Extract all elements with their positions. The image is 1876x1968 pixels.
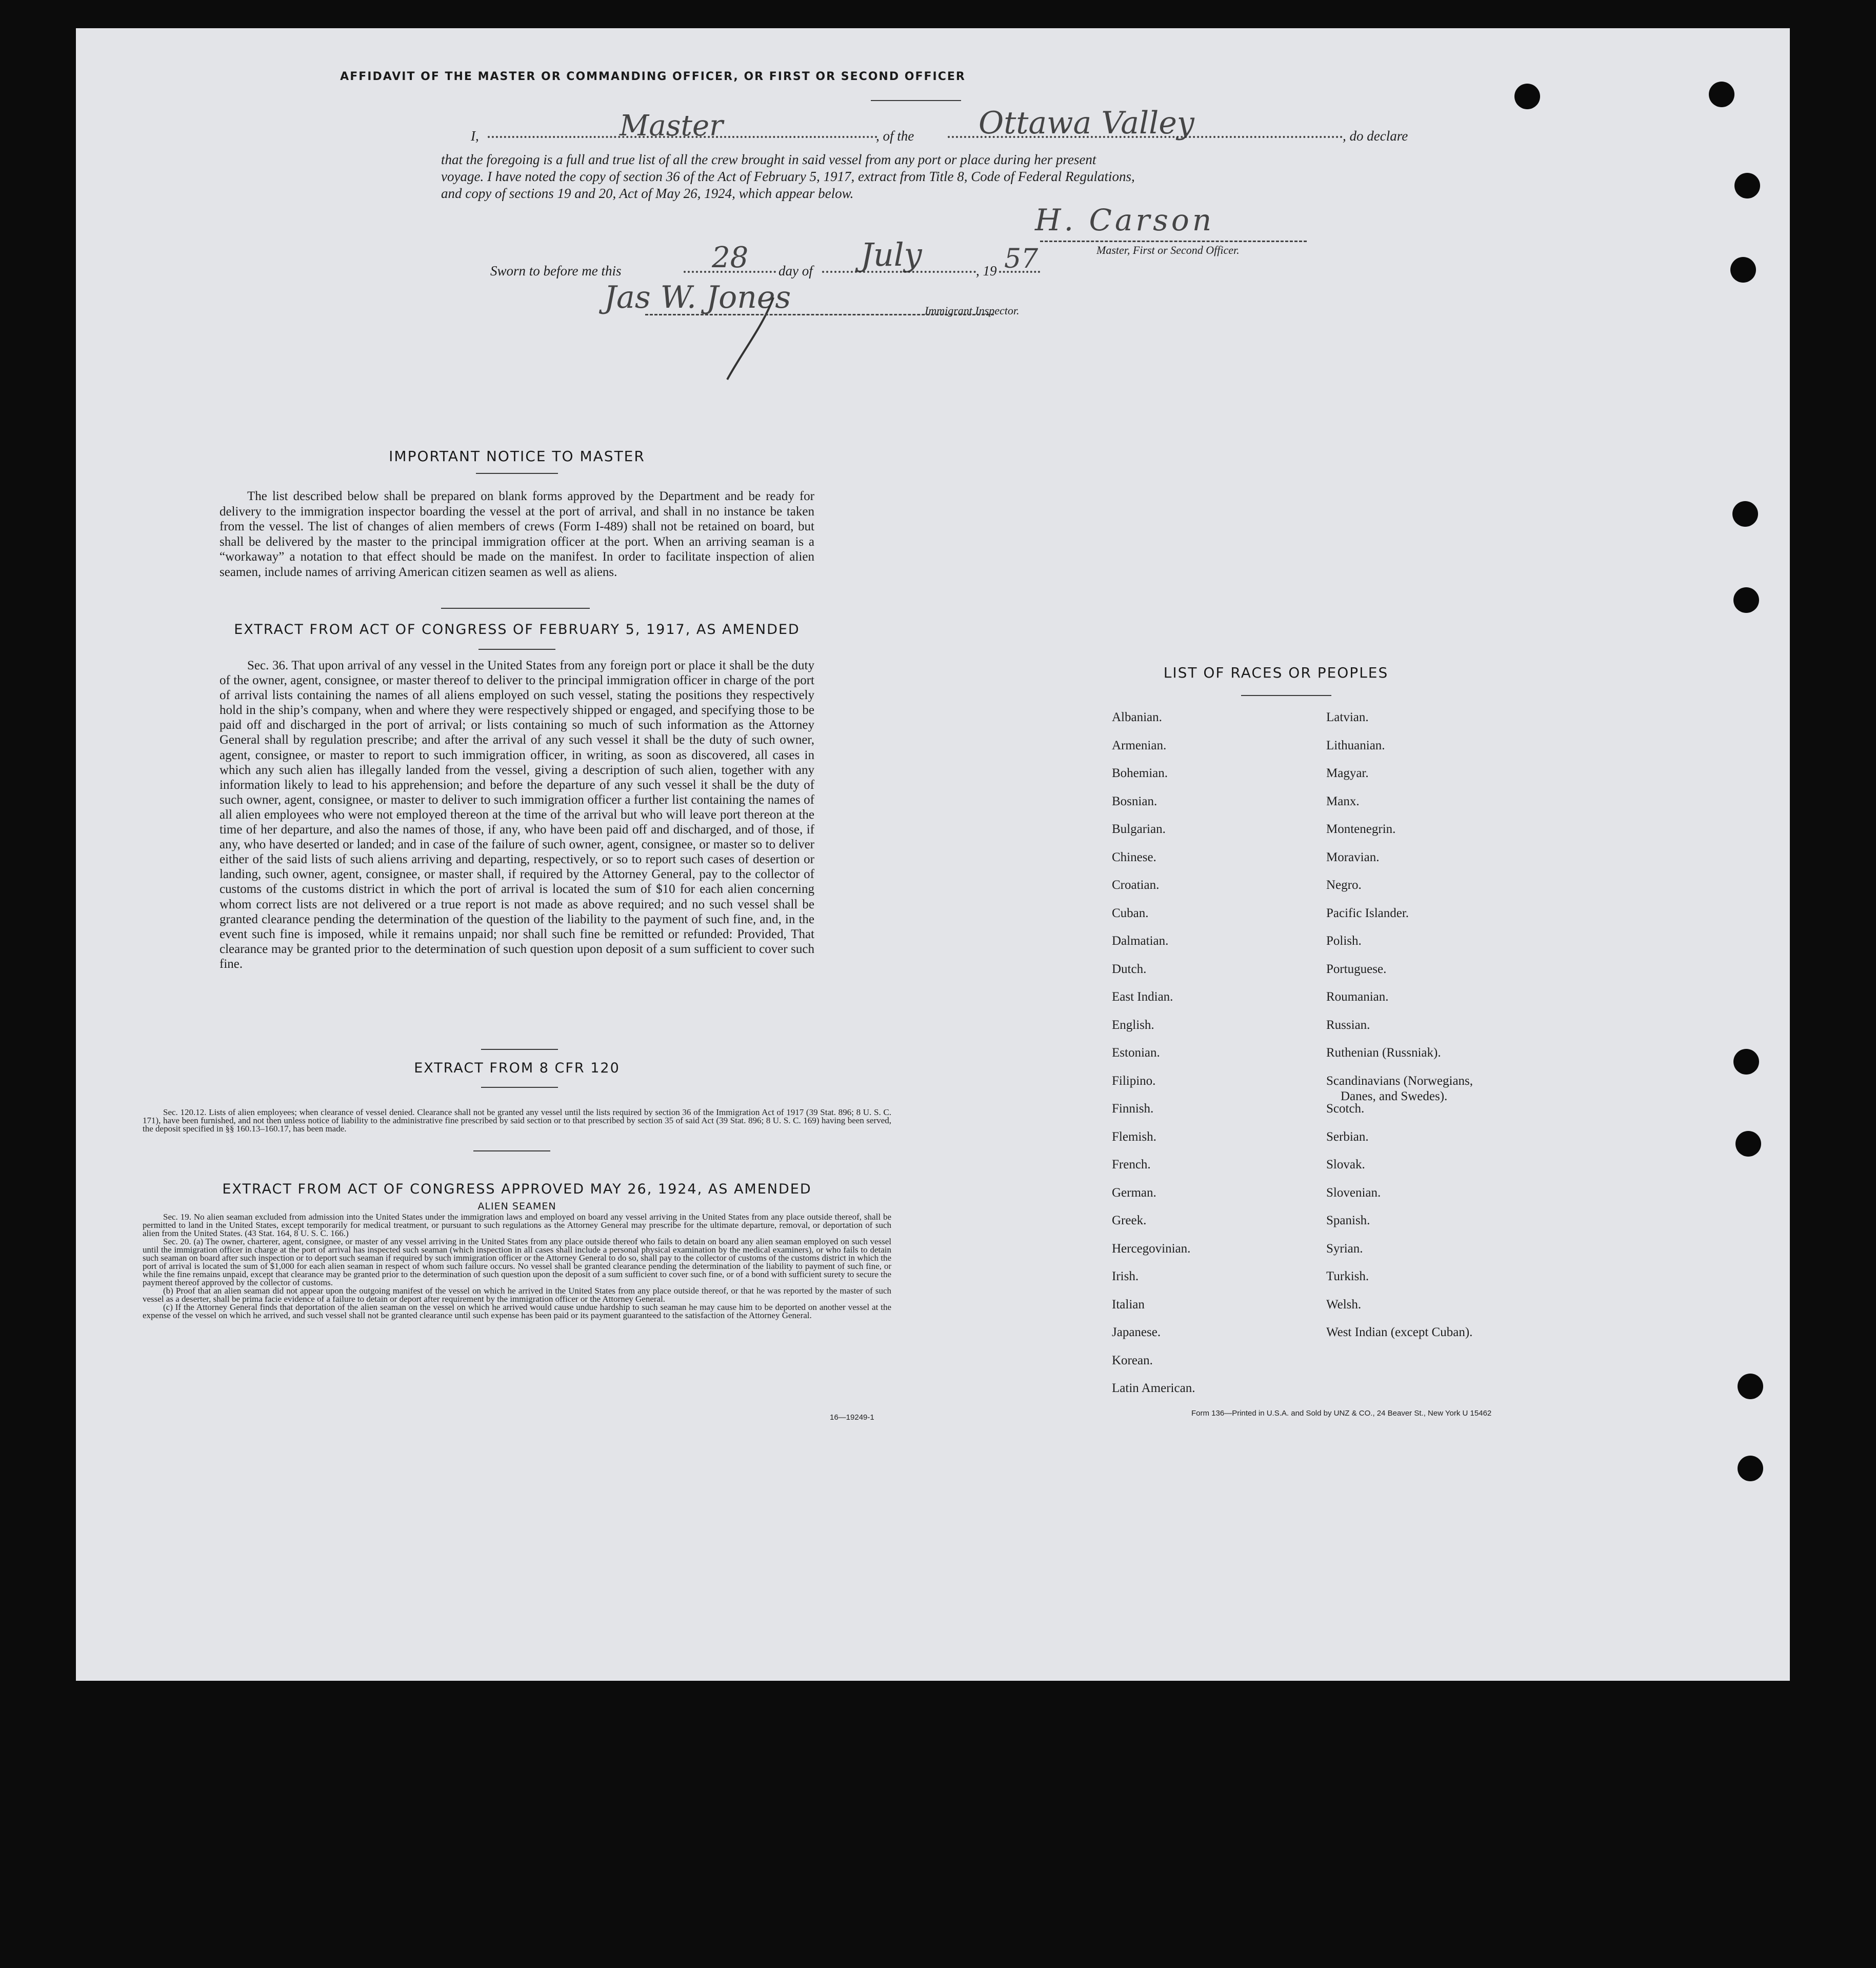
race-item: Filipino. <box>1112 1074 1156 1088</box>
extract-1924-title: EXTRACT FROM ACT OF CONGRESS APPROVED MAY 26, 1924, AS AMENDED <box>222 1181 812 1197</box>
race-item: East Indian. <box>1112 990 1173 1004</box>
title-rule <box>871 100 961 101</box>
race-item: Albanian. <box>1112 710 1162 724</box>
race-item: Armenian. <box>1112 738 1167 752</box>
binder-hole <box>1514 84 1540 109</box>
binder-hole <box>1733 587 1759 613</box>
extract-1924-body <box>143 1213 891 1320</box>
extract-1917-end-rule <box>481 1049 558 1050</box>
race-item: Estonian. <box>1112 1046 1160 1060</box>
master-label: Master, First or Second Officer. <box>1096 244 1240 256</box>
race-item: Bosnian. <box>1112 794 1157 808</box>
affidavit-line-1: that the foregoing is a full and true list of all the crew brought in said vessel from any port or place during her present <box>441 152 1096 167</box>
race-item: Korean. <box>1112 1353 1153 1367</box>
race-item: Russian. <box>1326 1018 1370 1032</box>
race-item: Ruthenian (Russniak). <box>1326 1046 1441 1060</box>
form-code: 16—19249-1 <box>830 1413 874 1422</box>
month-handwriting: July <box>861 236 922 273</box>
binder-hole <box>1734 173 1760 198</box>
of-the-label: , of the <box>876 128 914 144</box>
sec-19-paragraph: Sec. 19. No alien seaman excluded from admission into the United States under the immigration laws and employed on board any vessel arriving in the United States from any place outside thereof, shall be permitted to land in the United States, except temporarily for medical treatment, or pursuant to such regulations as the Attorney General may prescribe for the ultimate departure, removal, or deportation of such alien from the United States. (43 Stat. 164, 8 U. S. C. 166.) <box>143 1212 891 1238</box>
race-item: Pacific Islander. <box>1326 906 1409 920</box>
notice-rule <box>476 473 558 474</box>
race-item: Flemish. <box>1112 1129 1156 1144</box>
race-item: Polish. <box>1326 934 1362 948</box>
sec-20a-paragraph: Sec. 20. (a) The owner, charterer, agent, consignee, or master of any vessel arriving in the United States from any place outside thereof who fails to detain on board any alien seaman employed on such vessel until the immigration officer in charge at the port of arrival has inspected such seaman (which inspection in all cases shall include a personal physical examination by the medical examiners), or who fails to detain such seaman on board after such inspection or to deport such seaman if required by such immigration officer or the Attorney General to do so, shall pay to the collector of customs of the customs district in which the port of arrival is located the sum of $1,000 for each alien seaman in respect of whom such failure occurs. No vessel shall be granted clearance pending the determination of the liability to payment of such fine, or while the fine remains unpaid, except that clearance may be granted prior to the determination of such question upon the deposit of a sum sufficient to cover such fine, or of a bond with sufficient surety to secure the payment thereof approved by the collector of customs. <box>143 1237 891 1287</box>
race-item: Syrian. <box>1326 1241 1363 1256</box>
race-item: Dalmatian. <box>1112 934 1169 948</box>
inspector-signature: Jas W. Jones <box>604 280 791 315</box>
race-item: Latin American. <box>1112 1381 1195 1395</box>
race-item: Spanish. <box>1326 1214 1370 1227</box>
year-handwriting: 57 <box>1004 244 1039 274</box>
affidavit-line-3: and copy of sections 19 and 20, Act of May 26, 1924, which appear below. <box>441 186 854 201</box>
race-item: Italian <box>1112 1297 1145 1311</box>
race-item: Latvian. <box>1326 710 1369 724</box>
extract-1917-rule <box>478 649 555 650</box>
race-item: Hercegovinian. <box>1112 1241 1191 1256</box>
master-name-handwriting: Master <box>620 109 723 143</box>
day-of-label: day of <box>779 263 813 279</box>
notice-end-rule <box>441 608 590 609</box>
sworn-label: Sworn to before me this <box>490 263 622 279</box>
race-item: Japanese. <box>1112 1325 1161 1339</box>
affidavit-statement <box>441 151 1354 202</box>
do-declare-label: , do declare <box>1343 128 1408 144</box>
race-item: Finnish. <box>1112 1102 1154 1116</box>
binder-hole <box>1732 501 1758 527</box>
document-page <box>76 28 1790 1681</box>
race-item: Turkish. <box>1326 1269 1369 1283</box>
race-item: Portuguese. <box>1326 962 1387 976</box>
officer-signature: H. Carson <box>1035 203 1215 237</box>
race-item: Danes, and Swedes). <box>1341 1089 1448 1103</box>
extract-cfr-end-rule <box>473 1150 550 1151</box>
race-item: Irish. <box>1112 1269 1139 1283</box>
race-item: Bulgarian. <box>1112 822 1166 836</box>
extract-1917-text: Sec. 36. That upon arrival of any vessel in the United States from any foreign port or place it shall be the duty of the owner, agent, consignee, or master thereof to deliver to the principal immigration officer in charge of the port of arrival lists containing the names of all aliens employed on such vessel, stating the positions they respectively hold in the ship’s company, when and where they were respectively shipped or engaged, and specifying those to be paid off and discharged in the port of arrival; or lists containing so much of such information as the Attorney General shall by regulation prescribe; and after the arrival of any such vessel it shall be the duty of such owner, agent, consignee, or master to report to such immigration officer, in writing, as soon as discovered, all cases in which any such alien has illegally landed from the vessel, giving a description of such alien, together with any information likely to lead to his apprehension; and before the departure of any such vessel it shall be the duty of such owner, agent, consignee, or master to deliver to such immigration officer a further list containing the names of all alien employees who were not employed thereon at the time of the arrival but who will leave port thereon at the time of her departure, and also the names of those, if any, who have been paid off and discharged, and of those, if any, who have deserted or landed; and in case of the failure of such owner, agent, consignee, or master so to deliver either of the said lists of such aliens arriving and departing, respectively, or so to report such cases of desertion or landing, such owner, agent, consignee, or master shall, if required by the Attorney General, pay to the collector of customs of the customs district in which the port of arrival is located the sum of $10 for each alien concerning whom correct lists are not delivered or a true report is not made as above required; and no such vessel shall be granted clearance pending the determination of the question of the liability to the payment of such fine, and, in the event such fine is imposed, while it remains unpaid; nor shall such fine be remitted or refunded: Provided, That clearance may be granted prior to the determination of such question upon deposit of a sum sufficient to cover such fine. <box>219 659 814 971</box>
notice-title: IMPORTANT NOTICE TO MASTER <box>389 448 645 465</box>
race-item: Slovak. <box>1326 1158 1365 1171</box>
race-item: Welsh. <box>1326 1297 1362 1311</box>
race-item: Roumanian. <box>1326 990 1389 1004</box>
inspector-label: Immigrant Inspector. <box>925 304 1020 317</box>
extract-cfr-rule <box>481 1087 558 1088</box>
race-item: Bohemian. <box>1112 766 1168 780</box>
sec-20c-paragraph: (c) If the Attorney General finds that deportation of the alien seaman on the vessel on which he arrived would cause undue hardship to such seaman he may cause him to be deported on another vessel at the expense of the vessel on which he arrived, and such vessel shall not be granted clearance until such expense has been paid or its payment guaranteed to the satisfaction of the Attorney General. <box>143 1302 891 1320</box>
race-item: Chinese. <box>1112 850 1156 864</box>
race-item: Greek. <box>1112 1214 1147 1227</box>
binder-hole <box>1735 1131 1761 1157</box>
year-prefix: , 19 <box>976 263 997 279</box>
race-item: West Indian (except Cuban). <box>1326 1325 1473 1339</box>
extract-cfr-title: EXTRACT FROM 8 CFR 120 <box>414 1060 620 1076</box>
binder-hole <box>1709 82 1734 107</box>
race-item: Cuban. <box>1112 906 1149 920</box>
races-title: LIST OF RACES OR PEOPLES <box>1163 664 1389 681</box>
race-item: Serbian. <box>1326 1129 1369 1144</box>
race-item: Croatian. <box>1112 878 1160 892</box>
extract-cfr-text: Sec. 120.12. Lists of alien employees; when clearance of vessel denied. Clearance shall not be granted any vessel until the lists required by section 36 of the Immigration Act of 1917 (39 Stat. 896; 8 U. S. C. 171), have been furnished, and not then unless notice of liability to the administrative fine prescribed by said section or to that prescribed by section 35 of said Act (39 Stat. 896; 8 U. S. C. 169) having been served, the deposit specified in §§ 160.13–160.17, has been made. <box>143 1107 891 1134</box>
notice-text: The list described below shall be prepared on blank forms approved by the Department and be ready for delivery to the immigration inspector boarding the vessel at the port of arrival, and shall in no instance be taken from the vessel. The list of changes of alien members of crews (Form I-489) shall not be retained on board, but shall be delivered by the master to the principal immigration officer at the port. When an arriving seaman is a “workaway” a notation to that effect should be made on the manifest. In order to facilitate inspection of alien seamen, include names of arriving American citizen seamen as well as aliens. <box>219 489 814 579</box>
race-item: Manx. <box>1326 794 1360 808</box>
signature-flourish <box>722 295 784 382</box>
race-item: Moravian. <box>1326 850 1380 864</box>
form-footer: Form 136—Printed in U.S.A. and Sold by UNZ & CO., 24 Beaver St., New York U 15462 <box>1191 1409 1492 1418</box>
extract-1917-title: EXTRACT FROM ACT OF CONGRESS OF FEBRUARY 5, 1917, AS AMENDED <box>234 622 800 638</box>
binder-hole <box>1730 257 1756 283</box>
sec-20b-paragraph: (b) Proof that an alien seaman did not appear upon the outgoing manifest of the vessel on which he arrived in the United States from any place outside thereof, or that he was reported by the master of such vessel as a deserter, shall be prima facie evidence of a failure to detain or deport after requirement by the immigration officer or the Attorney General. <box>143 1286 891 1304</box>
races-rule <box>1241 695 1331 696</box>
race-item: Slovenian. <box>1326 1185 1381 1200</box>
binder-hole <box>1738 1456 1763 1481</box>
affidavit-i: I, <box>471 128 479 144</box>
day-handwriting: 28 <box>712 241 749 274</box>
race-item: French. <box>1112 1158 1151 1171</box>
extract-1924-subtitle: ALIEN SEAMEN <box>477 1201 556 1212</box>
race-item: Scotch. <box>1326 1102 1365 1116</box>
binder-hole <box>1733 1049 1759 1075</box>
affidavit-title: AFFIDAVIT OF THE MASTER OR COMMANDING OFFICER, OR FIRST OR SECOND OFFICER <box>340 70 966 83</box>
race-item: Magyar. <box>1326 766 1369 780</box>
officer-signature-line <box>1040 241 1307 242</box>
race-item: German. <box>1112 1185 1156 1200</box>
race-item: Lithuanian. <box>1326 738 1385 752</box>
race-item: Scandinavians (Norwegians, <box>1326 1074 1473 1088</box>
race-item: English. <box>1112 1018 1154 1032</box>
binder-hole <box>1738 1374 1763 1399</box>
race-item: Montenegrin. <box>1326 822 1396 836</box>
race-item: Dutch. <box>1112 962 1147 976</box>
vessel-name-handwriting: Ottawa Valley <box>979 105 1194 141</box>
race-item: Negro. <box>1326 878 1362 892</box>
affidavit-line-2: voyage. I have noted the copy of section 36 of the Act of February 5, 1917, extract from Title 8, Code of Federal Regulations, <box>441 169 1135 184</box>
